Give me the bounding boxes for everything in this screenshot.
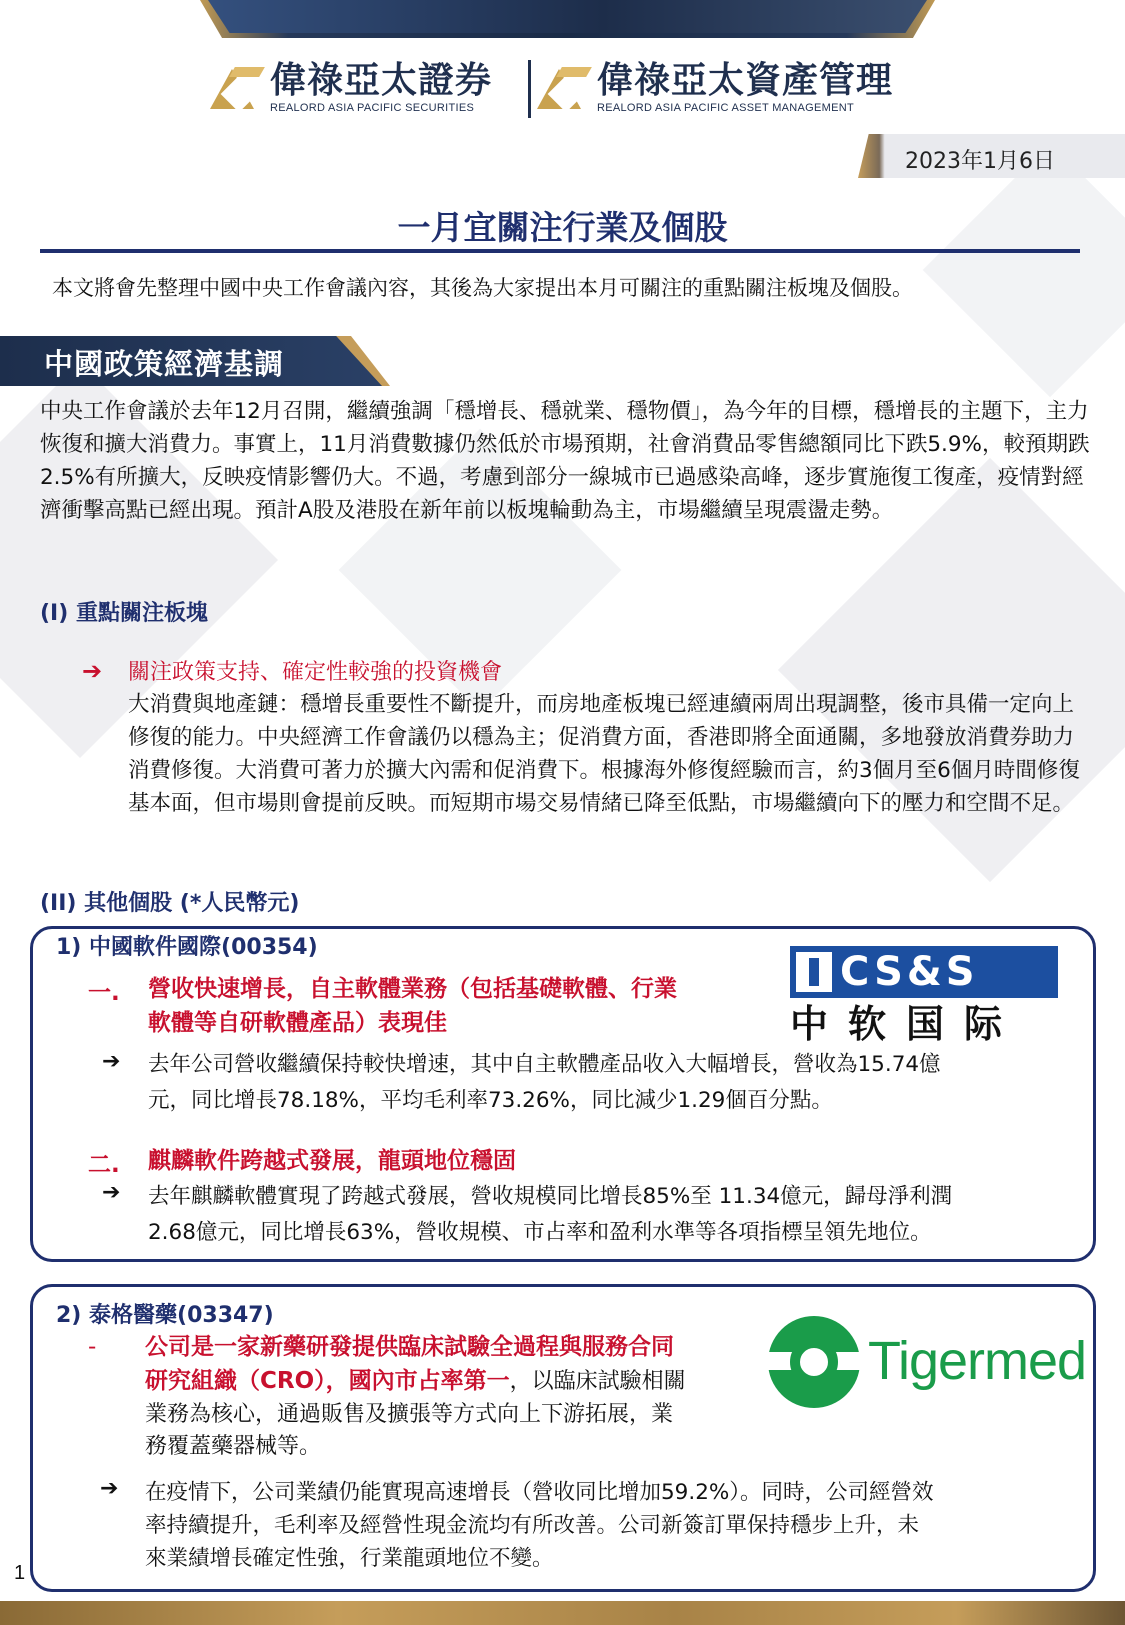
stock1-point2-heading: 麒麟軟件跨越式發展，龍頭地位穩固 [148, 1148, 516, 1174]
arrow-right-icon: ➔ [102, 1180, 121, 1205]
realord-mark-icon [535, 63, 591, 113]
stock1-point1-heading-line2: 軟體等自研軟體產品）表現佳 [148, 1010, 447, 1036]
stock1-point1-body-line1: 去年公司營收繼續保持較快增速，其中自主軟體產品收入大幅增長，營收為15.74億 [148, 1052, 941, 1077]
section-heading: 中國政策經濟基調 [44, 347, 285, 381]
point-number: 二. [88, 1152, 120, 1178]
intro-text: 本文將會先整理中國中央工作會議內容，其後為大家提出本月可關注的重點關注板塊及個股。 [52, 276, 913, 300]
tigermed-logo [768, 1316, 1087, 1412]
stock2-body-line1: 在疫情下，公司業績仍能實現高速增長（營收同比增加59.2%）。同時，公司經營效 [145, 1480, 934, 1505]
focus-paragraph: 大消費與地產鏈：穩增長重要性不斷提升，而房地產板塊已經連續兩周出現調整，後市具備一定向上修復的能力。中央經濟工作會議仍以穩為主；促消費方面，香港即將全面通關，多地發放消費券助力消費修復。大消費可著力於擴大內需和促消費下。根據海外修復經驗而言，約3個月至6個月時間修復基本面，但市場則會提前反映。而短期市場交易情緒已降至低點，市場繼續向下的壓力和空間不足。 [128, 692, 1080, 816]
focus-sectors-heading: (I) 重點關注板塊 [40, 601, 208, 626]
stock2-body-line3: 來業績增長確定性強，行業龍頭地位不變。 [145, 1546, 554, 1571]
footer-bar [0, 1601, 1125, 1625]
stock1-title: 1) 中國軟件國際(00354) [56, 935, 318, 960]
background-diamond [923, 143, 1125, 398]
tigermed-logo-word: Tigermed [868, 1331, 1087, 1391]
report-date: 2023年1月6日 [905, 149, 1055, 174]
arrow-right-icon: ➔ [100, 1476, 119, 1501]
chinasoft-logo-en: CS&S [840, 949, 979, 995]
securities-logo [208, 58, 492, 118]
other-stocks-heading: (II) 其他個股 (*人民幣元) [40, 891, 300, 916]
stock2-red-line2: 研究組織（CRO），國內市占率第一 [145, 1368, 510, 1394]
dash-bullet: - [88, 1334, 97, 1360]
stock2-line4: 務覆蓋藥器械等。 [145, 1434, 322, 1459]
stock2-title: 2) 泰格醫藥(03347) [56, 1303, 274, 1328]
logo-divider [528, 60, 531, 118]
stock1-point1-body-line2: 元，同比增長78.18%，平均毛利率73.26%，同比減少1.29個百分點。 [148, 1088, 833, 1113]
policy-paragraph: 中央工作會議於去年12月召開，繼續強調「穩增長、穩就業、穩物價」，為今年的目標，穩增長的主題下，主力恢復和擴大消費力。事實上，11月消費數據仍然低於市場預期，社會消費品零售總額同比下跌5.9%，較預期跌2.5%有所擴大，反映疫情影響仍大。不過，考慮到部分一線城市已過感染高峰，逐步實施復工復產，疫情對經濟衝擊高點已經出現。預計A股及港股在新年前以板塊輪動為主，市場繼續呈現震盪走勢。 [40, 399, 1090, 523]
header-ribbon-inner [208, 0, 927, 33]
asset-logo-cn: 偉祿亞太資產管理 [597, 60, 894, 101]
stock1-point1-heading-line1: 營收快速增長，自主軟體業務（包括基礎軟體、行業 [148, 976, 677, 1002]
realord-mark-icon [208, 63, 264, 113]
stock2-line3: 業務為核心，通過販售及擴張等方式向上下游拓展，業 [145, 1402, 674, 1427]
arrow-right-icon: ➔ [82, 657, 103, 685]
stock2-red-line1: 公司是一家新藥研發提供臨床試驗全過程與服務合同 [145, 1334, 674, 1360]
page-title: 一月宜關注行業及個股 [397, 208, 728, 247]
asset-logo-en: REALORD ASIA PACIFIC ASSET MANAGEMENT [597, 102, 855, 114]
securities-logo-en: REALORD ASIA PACIFIC SECURITIES [270, 102, 475, 114]
focus-red-heading: 關注政策支持、確定性較強的投資機會 [128, 660, 503, 685]
asset-management-logo [535, 58, 893, 118]
chinasoft-logo [790, 946, 1058, 1048]
stock1-point2-body-line2: 2.68億元，同比增長63%，營收規模、市占率和盈利水準等各項指標呈領先地位。 [148, 1220, 932, 1245]
stock1-point2-body-line1: 去年麒麟軟體實現了跨越式發展，營收規模同比增長85%至 11.34億元，歸母淨利潤 [148, 1184, 953, 1209]
point-number: 一. [88, 980, 120, 1006]
chinasoft-logo-cn: 中软国际 [790, 1002, 1023, 1046]
stock2-line2-tail: ，以臨床試驗相關 [509, 1369, 686, 1394]
securities-logo-cn: 偉祿亞太證券 [270, 60, 493, 101]
ics-i-icon [796, 952, 832, 992]
stock2-body-line2: 率持續提升，毛利率及經營性現金流均有所改善。公司新簽訂單保持穩步上升，未 [145, 1513, 920, 1538]
title-rule [40, 249, 1080, 253]
stock2-line2 [145, 1364, 686, 1399]
page-number: 1 [14, 1562, 26, 1584]
arrow-right-icon: ➔ [102, 1049, 121, 1074]
